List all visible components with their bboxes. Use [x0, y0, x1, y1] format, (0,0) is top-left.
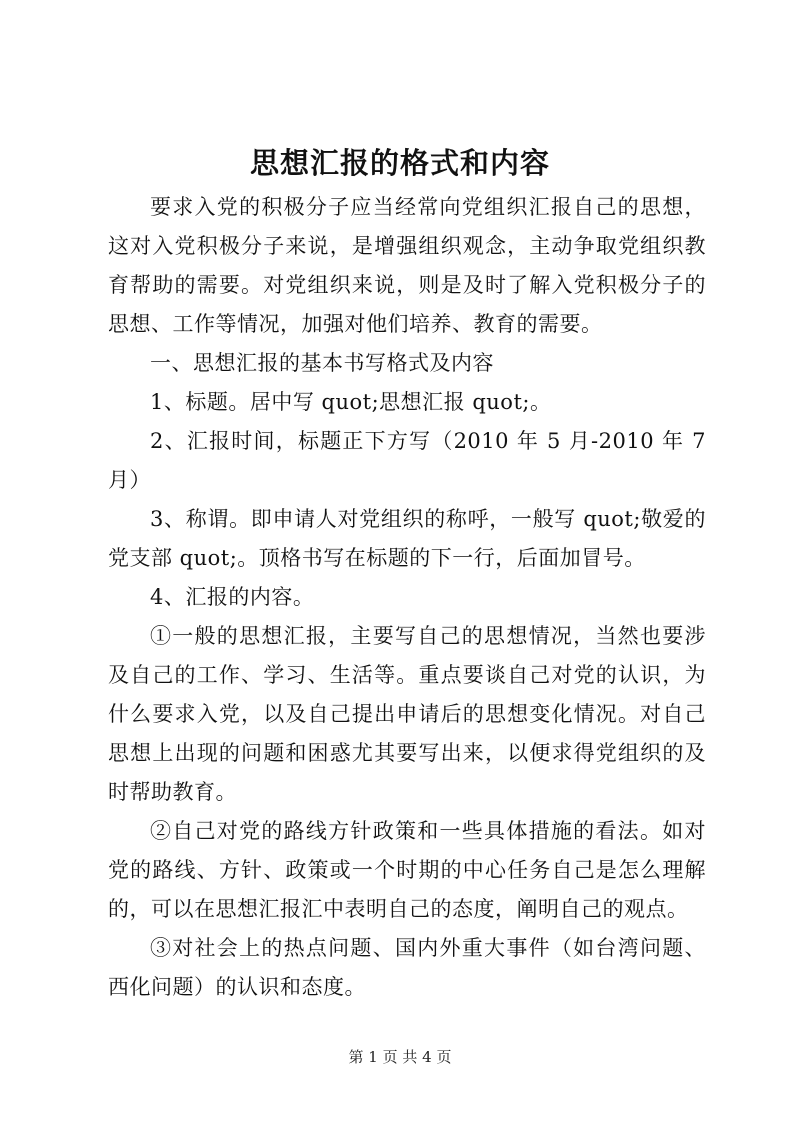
paragraph-section-heading: 一、思想汇报的基本书写格式及内容: [150, 351, 494, 375]
paragraph-item-salutation: 3、称谓。即申请人对党组织的称呼，一般写 quot;敬爱的党支部 quot;。顶格书写在标题的下一行，后面加冒号。: [108, 507, 706, 570]
paragraph-intro: 要求入党的积极分子应当经常向党组织汇报自己的思想，这对入党积极分子来说，是增强组织观念，主动争取党组织教育帮助的需要。对党组织来说，则是及时了解入党积极分子的思想、工作等情况，加强对他们培养、教育的需要。: [108, 195, 706, 336]
paragraph-content-3: ③对社会上的热点问题、国内外重大事件（如台湾问题、西化问题）的认识和态度。: [108, 936, 706, 999]
document-body: [108, 188, 706, 1007]
paragraph-item-title: 1、标题。居中写 quot;思想汇报 quot;。: [150, 390, 552, 414]
paragraph-item-content: 4、汇报的内容。: [150, 585, 315, 609]
paragraph-content-2: ②自己对党的路线方针政策和一些具体措施的看法。如对党的路线、方针、政策或一个时期的中心任务自己是怎么理解的，可以在思想汇报汇中表明自己的态度，阐明自己的观点。: [108, 819, 706, 921]
page-footer: 第 1 页 共 4 页: [348, 1048, 452, 1066]
paragraph-content-1: ①一般的思想汇报，主要写自己的思想情况，当然也要涉及自己的工作、学习、生活等。重点要谈自己对党的认识，为什么要求入党，以及自己提出申请后的思想变化情况。对自己思想上出现的问题和困惑尤其要写出来，以便求得党组织的及时帮助教育。: [108, 624, 706, 804]
document-title: 思想汇报的格式和内容: [249, 146, 550, 180]
paragraph-item-time: 2、汇报时间，标题正下方写（2010 年 5 月-2010 年 7 月）: [108, 429, 706, 492]
